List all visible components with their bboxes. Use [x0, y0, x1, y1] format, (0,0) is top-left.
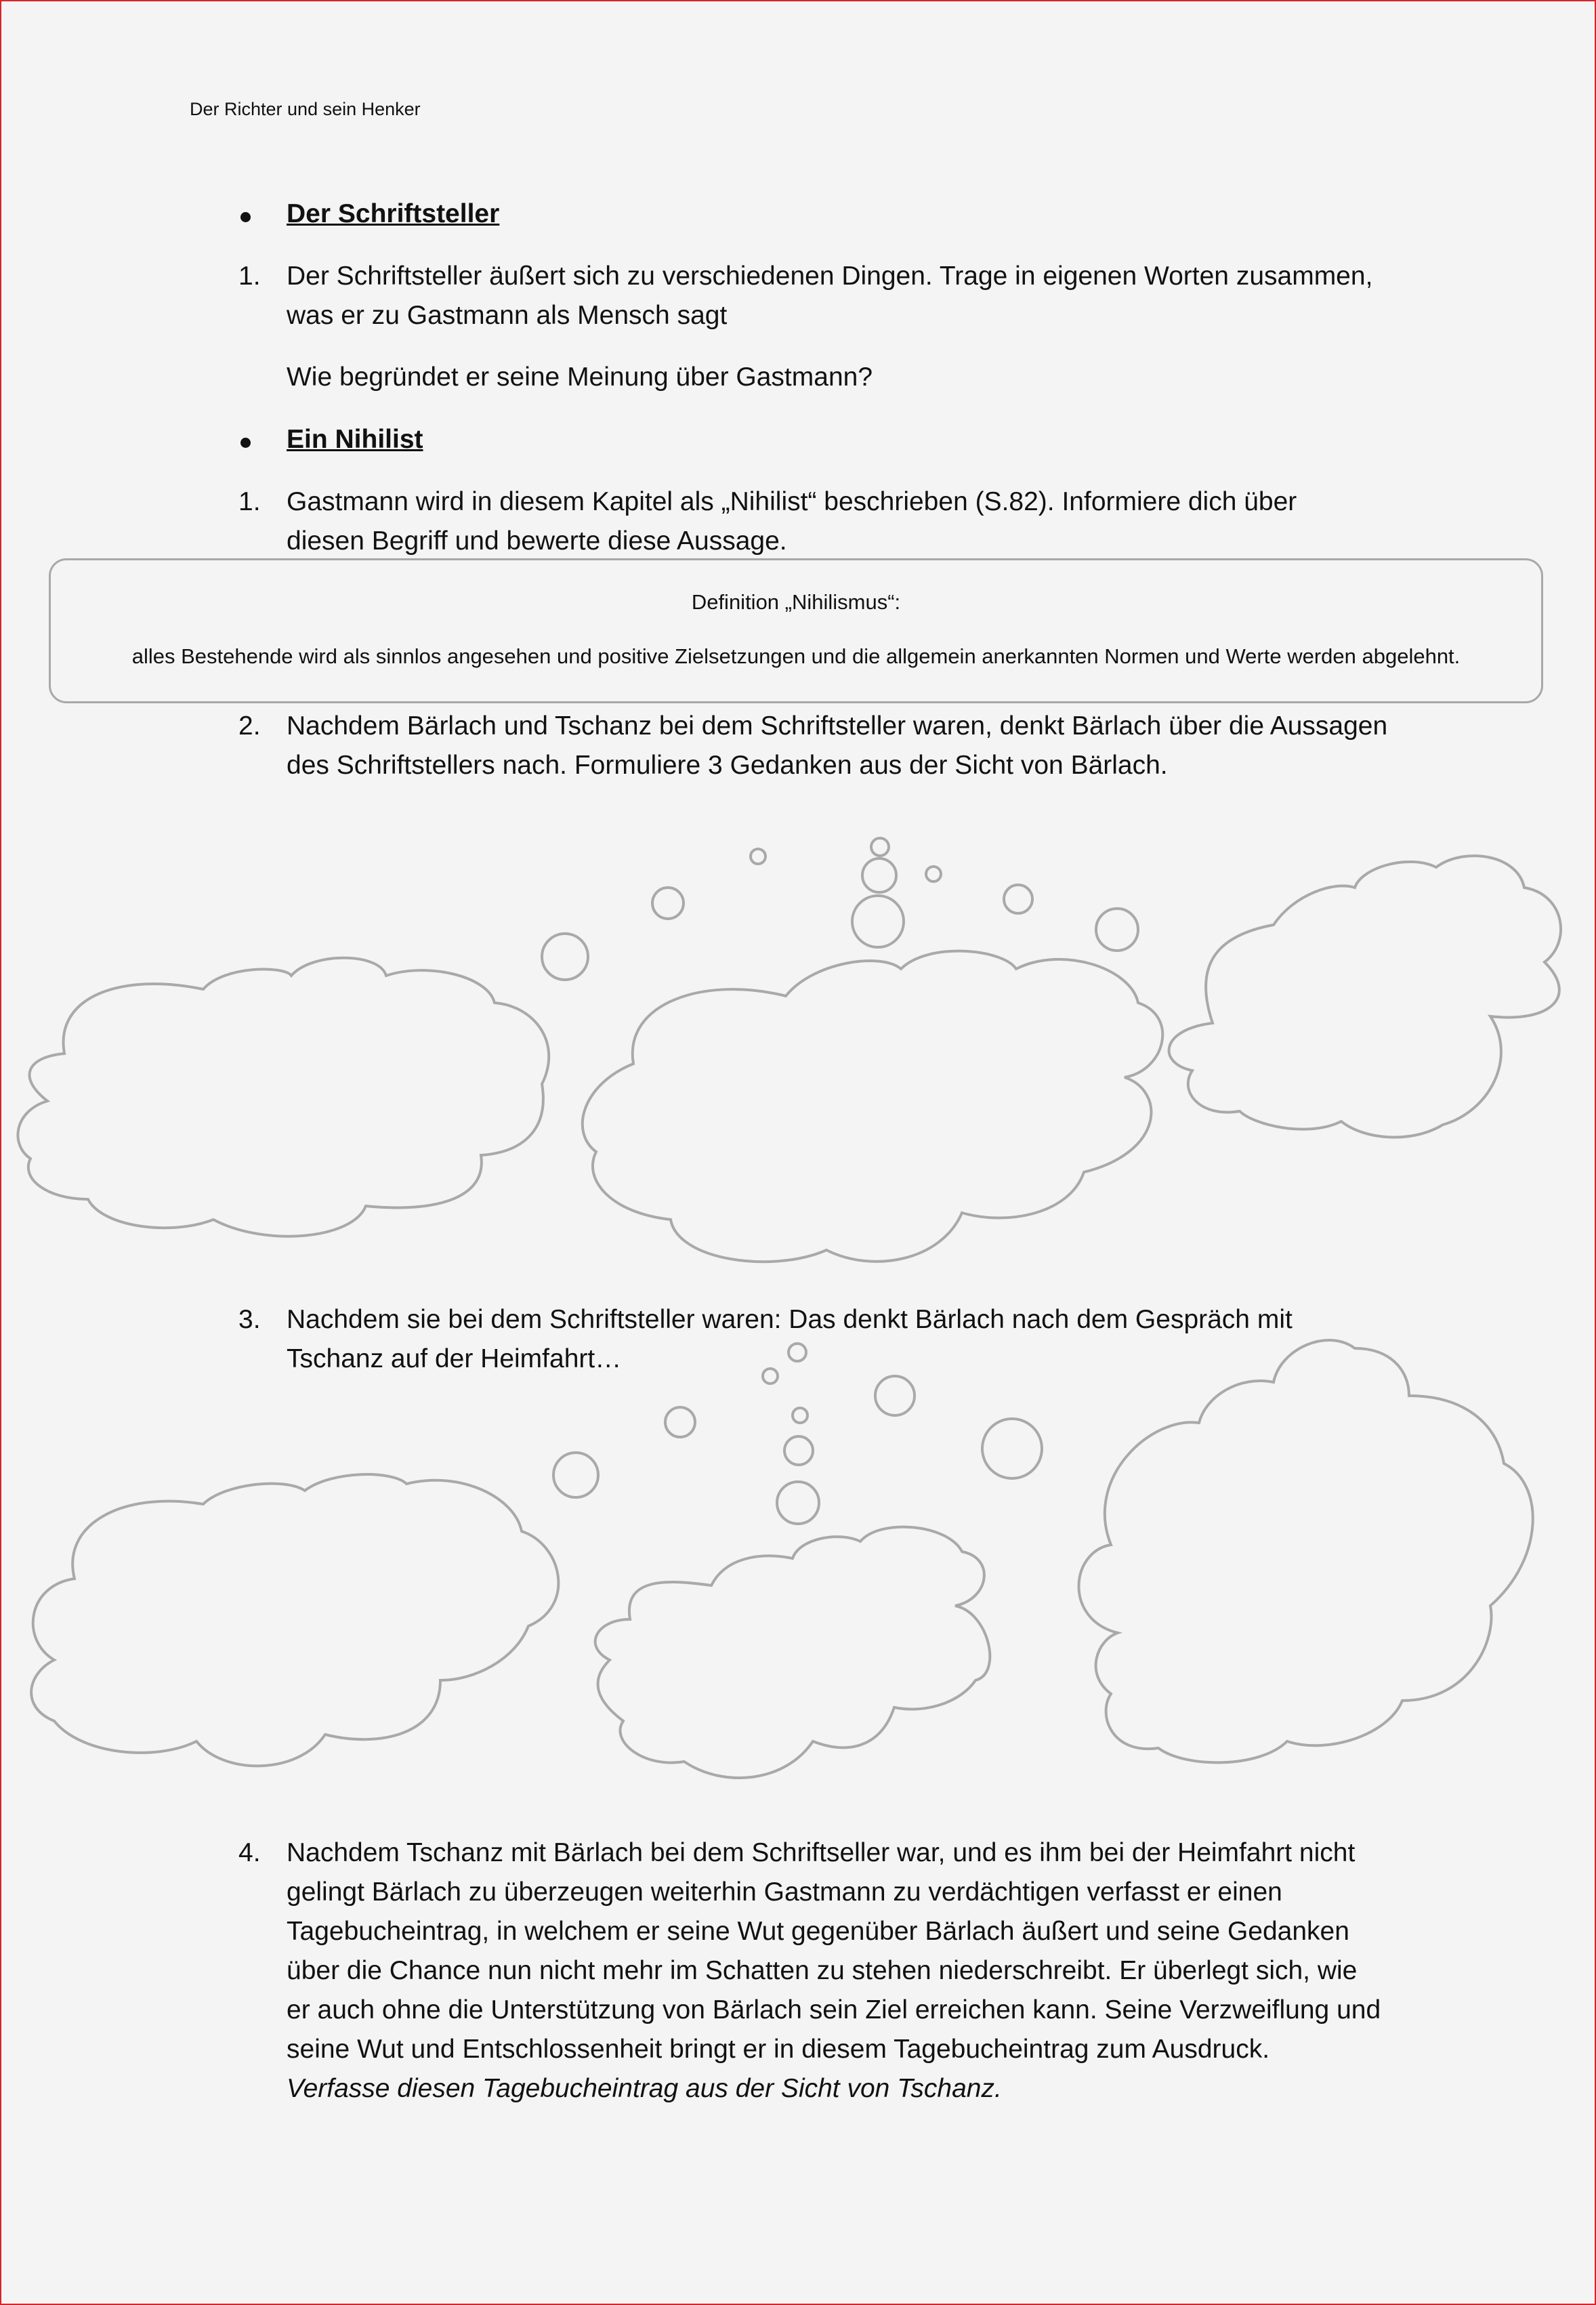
- task-line: Nachdem Bärlach und Tschanz bei dem Schriftsteller waren, denkt Bärlach über die Aussagen: [287, 711, 1388, 741]
- definition-text: alles Bestehende wird als sinnlos angesehen und positive Zielsetzungen und die allgemein anerkannten Normen und Werte werden abgelehnt.: [131, 644, 1461, 668]
- task-line: Tagebucheintrag, in welchem er seine Wut gegenüber Bärlach äußert und seine Gedanken: [287, 1917, 1349, 1946]
- definition-title: Definition „Nihilismus“:: [691, 590, 901, 614]
- page-header: Der Richter und sein Henker: [190, 99, 421, 119]
- task-number: 1.: [238, 262, 261, 291]
- bullet-icon: [238, 420, 286, 459]
- task-line: was er zu Gastmann als Mensch sagt: [287, 301, 728, 330]
- task-text: [287, 707, 1438, 785]
- task-text: [287, 1833, 1438, 2109]
- task-line: Der Schriftsteller äußert sich zu verschiedenen Dingen. Trage in eigenen Worten zusammen,: [287, 262, 1373, 291]
- task-line: Nachdem Tschanz mit Bärlach bei dem Schriftseller war, und es ihm bei der Heimfahrt nicht: [287, 1838, 1356, 1867]
- task-text: [287, 482, 1438, 561]
- bullet-icon: [238, 194, 286, 234]
- task-line: gelingt Bärlach zu überzeugen weiterhin Gastmann zu verdächtigen verfasst er einen: [287, 1877, 1282, 1907]
- task-line: über die Chance nun nicht mehr im Schatten zu stehen niederschreibt. Er überlegt sich, wie: [287, 1956, 1358, 1985]
- task-text: [287, 257, 1438, 335]
- task-line: Tschanz auf der Heimfahrt…: [287, 1344, 622, 1373]
- heading-text: Ein Nihilist: [287, 425, 423, 454]
- task-line: des Schriftstellers nach. Formuliere 3 Gedanken aus der Sicht von Bärlach.: [287, 751, 1168, 780]
- task-number: 2.: [238, 711, 261, 741]
- heading-text: Der Schriftsteller: [287, 199, 500, 228]
- task-text: [287, 1300, 1438, 1379]
- question-text: Wie begründet er seine Meinung über Gastmann?: [287, 362, 873, 392]
- task-number: 3.: [238, 1305, 261, 1334]
- task-line: diesen Begriff und bewerte diese Aussage.: [287, 526, 787, 556]
- task-line: seine Wut und Entschlossenheit bringt er in diesem Tagebucheintrag zum Ausdruck.: [287, 2035, 1270, 2064]
- task-line: Nachdem sie bei dem Schriftsteller waren: Das denkt Bärlach nach dem Gespräch mit: [287, 1305, 1293, 1334]
- task-instruction: Verfasse diesen Tagebucheintrag aus der Sicht von Tschanz.: [287, 2074, 1002, 2103]
- task-number: 4.: [238, 1838, 261, 1867]
- task-line: Gastmann wird in diesem Kapitel als „Nihilist“ beschrieben (S.82). Informiere dich über: [287, 487, 1297, 516]
- task-line: er auch ohne die Unterstützung von Bärlach sein Ziel erreichen kann. Seine Verzweiflung und: [287, 1995, 1381, 2024]
- definition-box: [49, 558, 1543, 703]
- task-number: 1.: [238, 487, 261, 516]
